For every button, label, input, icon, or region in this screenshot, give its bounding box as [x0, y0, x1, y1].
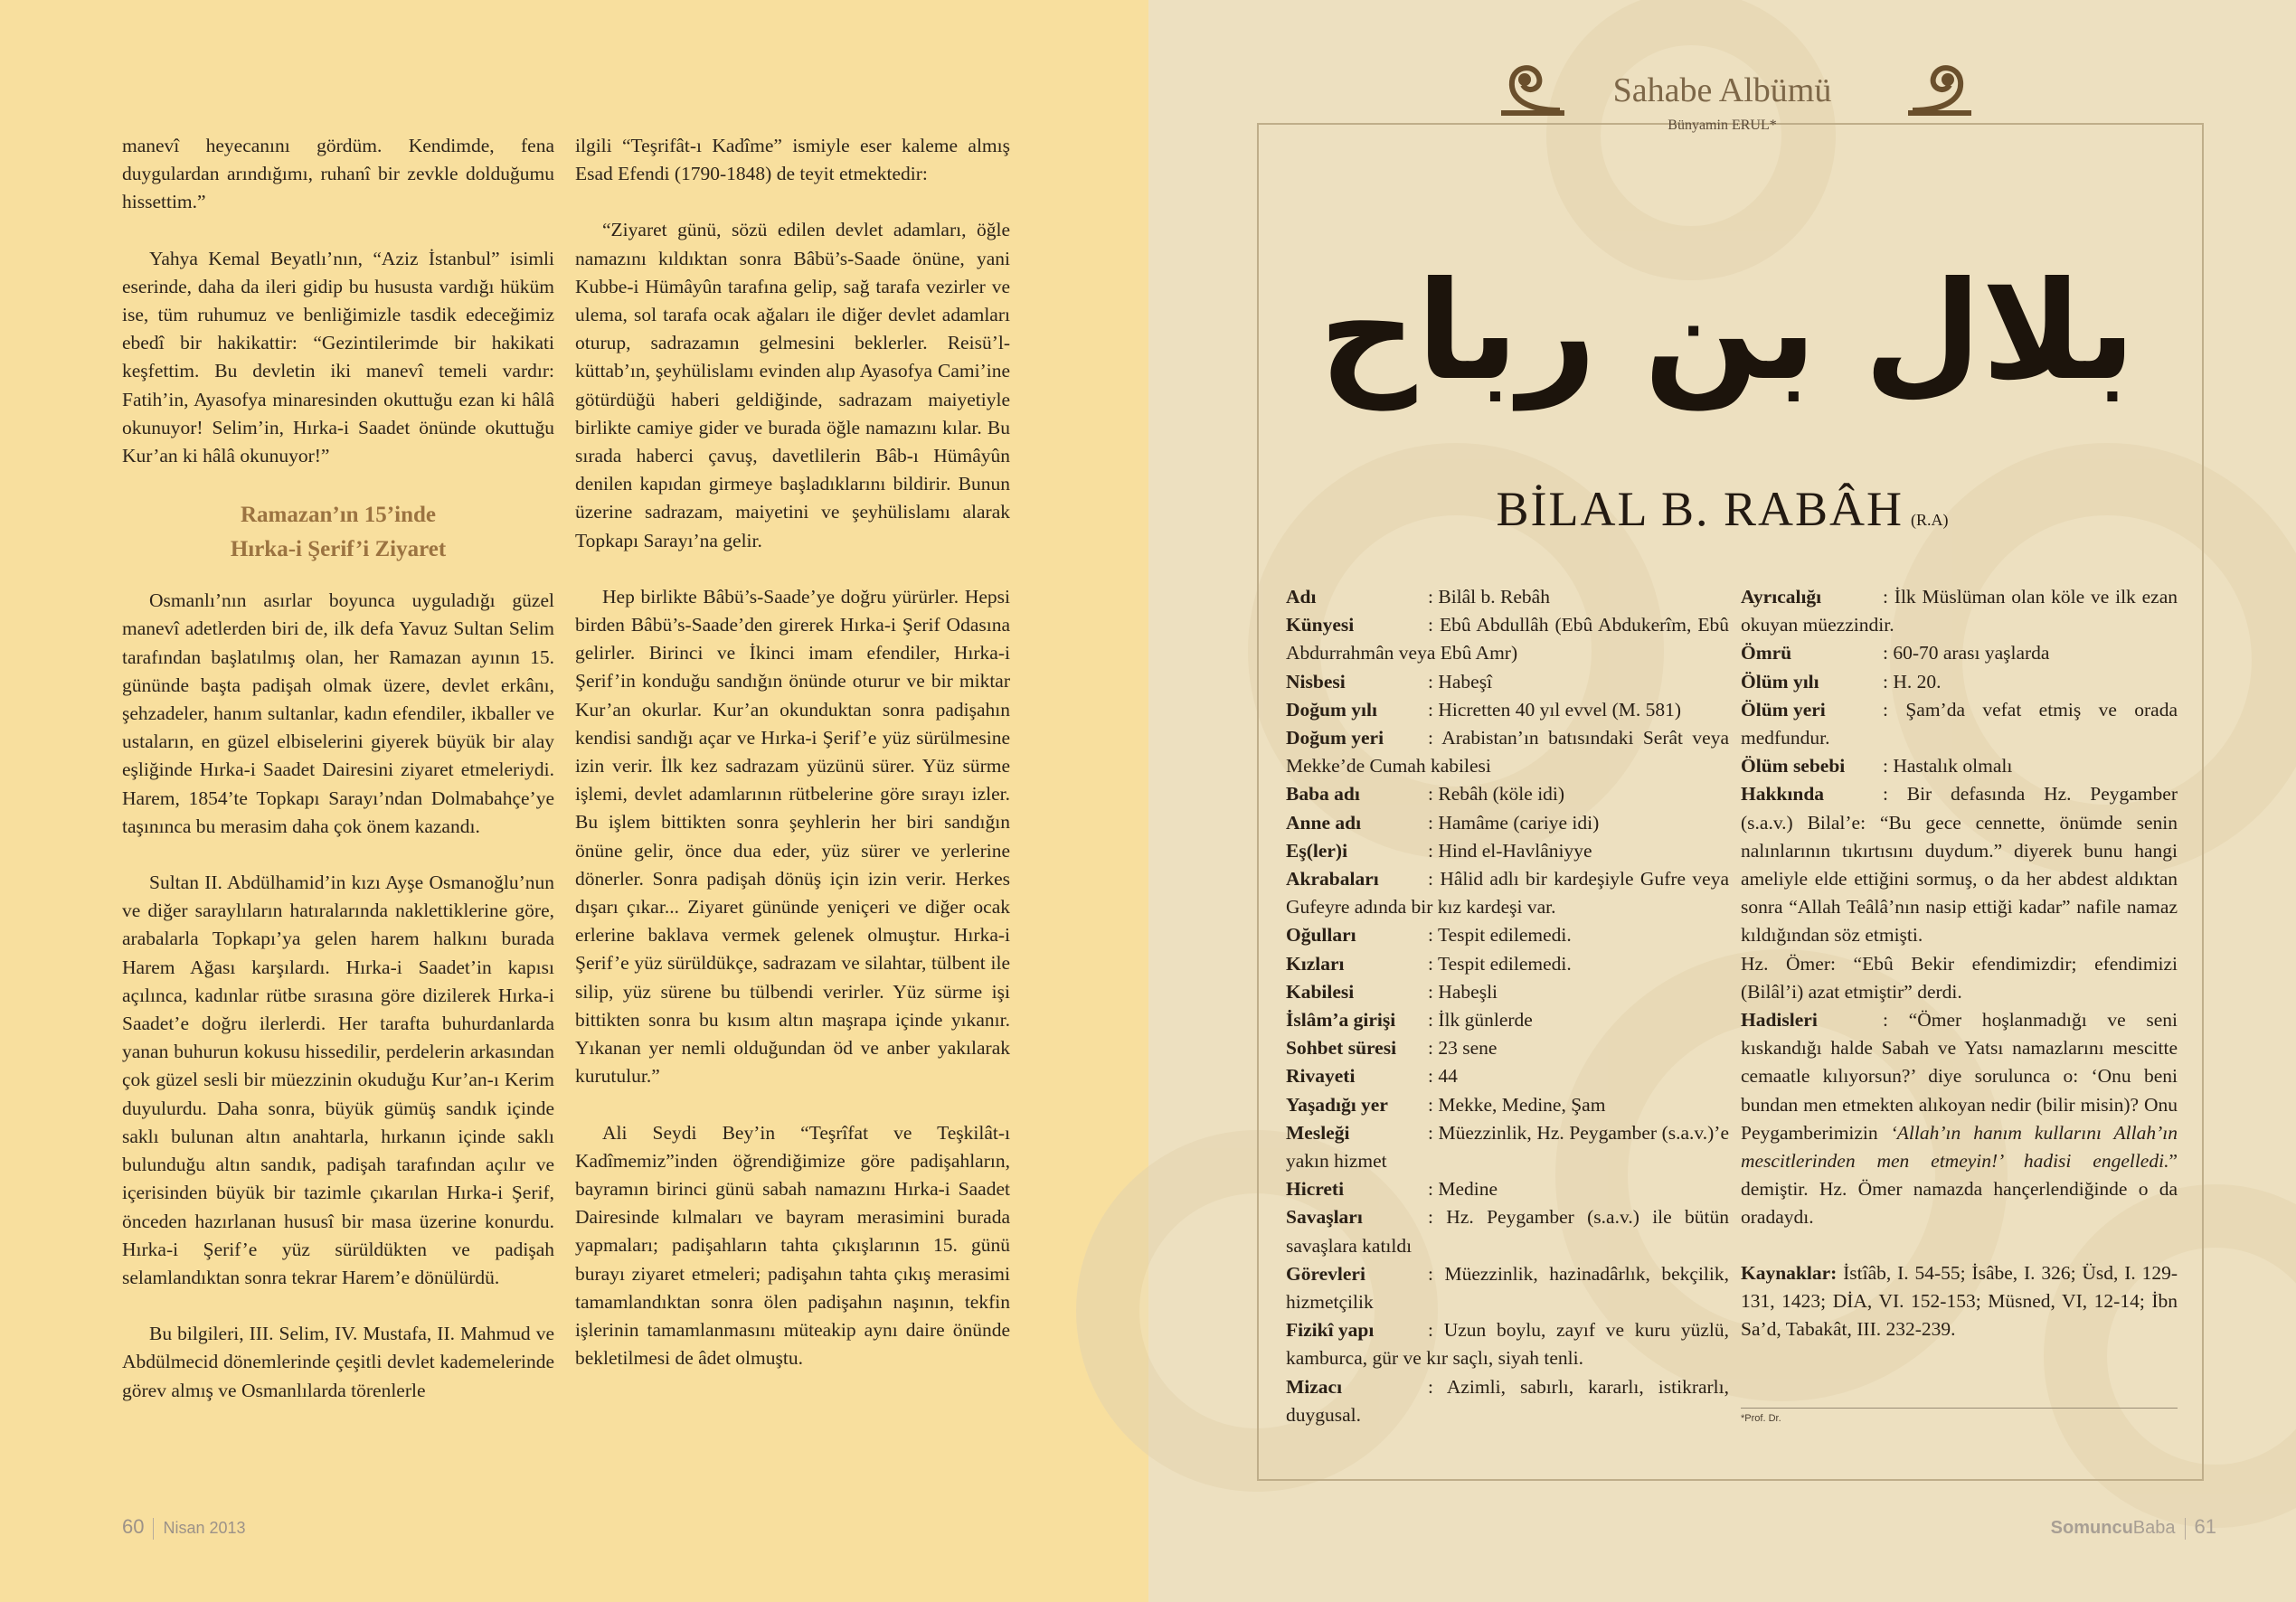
info-key: Künyesi — [1286, 614, 1355, 636]
left-column-2 — [575, 132, 1010, 1400]
info-key: Mizacı — [1286, 1375, 1343, 1398]
info-key: Anne adı — [1286, 811, 1362, 834]
footer-divider — [2185, 1518, 2186, 1540]
info-key: Sohbet süresi — [1286, 1037, 1397, 1060]
info-row — [1286, 780, 1729, 808]
info-key: Görevleri — [1286, 1262, 1365, 1285]
info-value: : Azimli, sabırlı, kararlı, istikrarlı, duygusal. — [1286, 1375, 1729, 1426]
info-key: Baba adı — [1286, 783, 1360, 806]
info-row — [1286, 724, 1729, 780]
info-row — [1286, 1203, 1729, 1259]
info-row — [1741, 583, 2178, 639]
info-key: Kızları — [1286, 952, 1345, 975]
section-heading-line1: Ramazan’ın 15’inde — [241, 503, 436, 528]
info-value: ” demiştir. Hz. Ömer namazda hançerlendiğinde o da oradaydı. — [1741, 1150, 2178, 1229]
section-heading — [122, 498, 554, 567]
sources-text: İstîâb, I. 54-55; İsâbe, I. 326; Üsd, I. 129-131, 1423; DİA, VI. 152-153; Müsned, VI, 12-14; İbn Sa’d, Tabakât, III. 232-239. — [1741, 1261, 2178, 1341]
info-row — [1286, 696, 1729, 724]
info-value: : Mekke, Medine, Şam — [1428, 1093, 1606, 1116]
info-row — [1286, 583, 1729, 611]
info-row — [1741, 639, 2178, 667]
page-number: 61 — [2194, 1515, 2216, 1538]
info-value: : Müezzinlik, hazinadârlık, bekçilik, hizmetçilik — [1286, 1262, 1729, 1314]
info-row — [1741, 696, 2178, 752]
calligraphy-image — [1318, 197, 2136, 459]
info-rows — [1741, 583, 2178, 950]
info-row — [1286, 1062, 1729, 1090]
paragraph: Osmanlı’nın asırlar boyunca uyguladığı güzel manevî adetlerden biri de, ilk defa Yavuz Sultan Selim tarafından başlatılmış olan, her Ramazan ayının 15. gününde başta padişah olmak üzere, devlet erkânı, şehzadeler, hanım sultanlar, kadın efendiler, ikballer ve ustaların, en güzel elbiselerini giyerek büyük bir alay eşliğinde Hırka-i Saadet Dairesini ziyaret etmeleriydi. Harem, 1854’te Topkapı Sarayı’ndan Dolmabahçe’ye taşınınca bu merasim daha çok önem kazandı. — [122, 589, 554, 837]
info-row — [1286, 950, 1729, 978]
info-value: : İlk günlerde — [1428, 1009, 1533, 1032]
info-key: Adı — [1286, 586, 1317, 608]
info-row — [1286, 1091, 1729, 1119]
companion-name — [1148, 481, 2296, 537]
info-row — [1286, 1119, 1729, 1175]
sources — [1741, 1259, 2178, 1344]
issue-date: Nisan 2013 — [163, 1519, 246, 1537]
info-value: : Habeşî — [1428, 670, 1493, 693]
section-title: Sahabe Albümü — [1612, 71, 1832, 109]
quote-paragraph: Hep birlikte Bâbü’s-Saade’ye doğru yürürler. Hepsi birden Bâbü’s-Saade’den girerek Hırka-i Şerif Odasına gelirler. Birinci ve İkinci imam efendiler, Hırka-i Şerif’in konduğu sandığın önünde oturur ve bir miktar Kur’an okurlar. Kur’an okunduktan sonra padişahın kendisi sandığı açar ve Hırka-i Şerif’e yüz sürülmesine izin verir. İlk kez sadrazam yüzünü sürer. Yüz sürme işlemi, devlet adamlarının rütbelerine göre sırayı izler. Bu işlem bittikten sonra şeyhlerin her biri sandığın önüne gelir, önce dua eder, yüz sürer ve yerlerine dönerler. Sonra padişah dönüş için izin verir. Herkes dışarı çıkar... Ziyaret gününde yeniçeri ve diğer ocak erlerine baklava vermek gelenek olmuştur. Hırka-i Şerif’e yüz sürüldükçe, sadrazam ve silahtar, tülbent ile silip, yüz sürene bu tülbendi verirler. Yüz sürme işi bittikten sonra bu kısım altın maşrapa içinde yıkanır. Yıkanan yer nemli olduğundan öd ve anber yakılarak kurutulur.” — [575, 585, 1010, 1088]
info-value: : Hicretten 40 yıl evvel (M. 581) — [1428, 698, 1682, 721]
info-row — [1741, 780, 2178, 949]
info-value: : Bir defasında Hz. Peygamber (s.a.v.) Bilal’e: “Bu gece cennette, önümde senin nalınlarının tıkırtısını duydum.” diyerek bunu hangi ameliyle elde ettiğini sormuş, o da her abdest aldıktan sonra “Allah Teâlâ’nın nasip ettiği kadar” nafile namaz kıldığından söz etmişti. — [1741, 783, 2178, 947]
info-value: : Tespit edilemedi. — [1428, 924, 1572, 947]
info-row — [1286, 865, 1729, 921]
right-footer — [2051, 1515, 2216, 1540]
info-key: Ölüm yeri — [1741, 698, 1826, 721]
info-value: : Ebû Abdullâh (Ebû Abdukerîm, Ebû Abdurrahmân veya Ebû Amr) — [1286, 614, 1729, 664]
sources-label: Kaynaklar: — [1741, 1261, 1838, 1284]
info-value: : Tespit edilemedi. — [1428, 952, 1572, 975]
info-row — [1286, 668, 1729, 696]
left-footer — [122, 1515, 246, 1540]
info-key: Nisbesi — [1286, 670, 1346, 693]
info-key: Akrabaları — [1286, 868, 1379, 891]
info-row — [1286, 1316, 1729, 1372]
info-row — [1741, 752, 2178, 780]
author-name: Bünyamin ERUL* — [1668, 118, 1777, 133]
info-row — [1286, 1373, 1729, 1429]
info-key: Rivayeti — [1286, 1065, 1356, 1088]
info-value: : Arabistan’ın batısındaki Serât veya Mekke’de Cumah kabilesi — [1286, 727, 1729, 777]
info-list-left — [1286, 583, 1729, 1429]
info-value: : Hâlid adlı bir kardeşiyle Gufre veya Gufeyre adında bir kız kardeşi var. — [1286, 868, 1729, 919]
info-value: : Uzun boylu, zayıf ve kuru yüzlü, kamburca, gür ve kır saçlı, siyah tenli. — [1286, 1319, 1729, 1370]
info-value: : Bilâl b. Rebâh — [1428, 586, 1550, 608]
paragraph: Sultan II. Abdülhamid’in kızı Ayşe Osmanoğlu’nun ve diğer saraylıların hatıralarında naklettiklerine göre, arabalarla Topkapı’ya gelen harem halkını burada Harem Ağası karşılardı. Hırka-i Saadet’in kapısı açılınca, kadınlar rütbe sırasına göre dizilerek Hırka-i Saadet’e doğru ilerlerdi. Her tarafta buhurdanlarda yanan buhurun kokusu hissedilir, perdelerin arkasından çok güzel sesli bir müezzinin okuduğu Kur’an-ı Kerim duyulurdu. Daha sonra, büyük gümüş sandık içinde saklı bulunan altın anahtarla, hırkanın içinde saklı bulunduğu altın sandık, padişah tarafından açılır ve içerisinden büyük bir tazimle çıkarılan Hırka-i Şerif, önceden hazırlanan hususî bir masa üzerine konurdu. Hırka-i Şerif’e yüz sürüldükten ve padişah selamlandıktan sonra tekrar Harem’e dönülürdü. — [122, 872, 554, 1288]
info-row — [1286, 1034, 1729, 1062]
section-heading-line2: Hırka-i Şerif’i Ziyaret — [230, 537, 447, 562]
info-row — [1286, 1260, 1729, 1316]
info-key: Mesleği — [1286, 1121, 1350, 1144]
info-value: : Medine — [1428, 1178, 1498, 1201]
info-row — [1286, 978, 1729, 1006]
info-value: : Hastalık olmalı — [1883, 755, 2013, 777]
info-row — [1286, 809, 1729, 837]
info-value: : Şam’da vefat etmiş ve orada medfundur. — [1741, 698, 2178, 749]
paragraph: Ali Seydi Bey’in “Teşrîfat ve Teşkilât-ı Kadîmemiz”inden öğrendiğimize göre padişahların, bayramın birinci günü sabah namazını Hırka-i Saadet Dairesinde kılmaları ve bayram merasimini burada yapmaları; padişahların tahta çıkışlarının 15. günü burayı ziyaret etmeleri; padişahın tahta çıkış merasimi tamamlandıktan sonra ölen padişahın naşının, tekfin işlerinin tamamlanmasını müteakip aynı daire önünde bekletilmesi de âdet olmuştu. — [575, 1121, 1010, 1370]
paragraph: Bu bilgileri, III. Selim, IV. Mustafa, II. Mahmud ve Abdülmecid dönemlerinde çeşitli devlet kademelerinde görev almış ve Osmanlılarda törenlerle — [122, 1323, 554, 1401]
info-value: : 23 sene — [1428, 1037, 1498, 1060]
right-page — [1148, 0, 2296, 1602]
info-key: Hadisleri — [1741, 1009, 1818, 1032]
paragraph: Yahya Kemal Beyatlı’nın, “Aziz İstanbul” isimli eserinde, daha da ileri gidip bu hususta vardığı hüküm ise, tüm ruhumuz ve benliğimizle tasdik edeceğimiz ebedî bir hakikattir: “Gezintilerimde bir hakikati keşfettim. Bu devletin iki manevî temeli vardır: Fatih’in, Ayasofya minaresinden okuttuğu ezan ki hâlâ okunuyor! Selim’in, Hırka-i Saadet önünde okuttuğu Kur’an ki hâlâ okunuyor!” — [122, 247, 554, 467]
brand-part-2: Baba — [2132, 1518, 2176, 1538]
info-key: Ölüm sebebi — [1741, 755, 1846, 777]
footnote-rule — [1741, 1408, 2178, 1409]
info-value: : 60-70 arası yaşlarda — [1883, 642, 2050, 664]
info-key: Fizikî yapı — [1286, 1319, 1375, 1342]
info-key: Doğum yılı — [1286, 698, 1377, 721]
info-key: Ömrü — [1741, 642, 1792, 664]
info-value: : Hamâme (cariye idi) — [1428, 811, 1600, 834]
info-value: : “Ömer hoşlanmadığı ve seni kıskandığı halde Sabah ve Yatsı namazlarını mescitte cemaatle kılıyorsun?’ diye sorulunca o: ‘Onu beni bundan men etmekten alıkoyan nedir (bilir misin)? Onu Peygamberimizin — [1741, 1009, 2178, 1144]
info-value: : İlk Müslüman olan köle ve ilk ezan okuyan müezzindir. — [1741, 586, 2178, 636]
info-value: : H. 20. — [1883, 670, 1942, 693]
info-key: Ayrıcalığı — [1741, 586, 1822, 608]
info-value-italic: ‘Allah’ın hanım kullarını Allah’ın mescitlerinden men etmeyin!’ hadisi engelledi. — [1741, 1121, 2178, 1173]
info-row — [1286, 921, 1729, 949]
info-row — [1286, 837, 1729, 865]
companion-name-text: BİLAL B. RABÂH — [1496, 482, 1904, 536]
info-key: Oğulları — [1286, 924, 1356, 947]
info-row — [1741, 668, 2178, 696]
info-key: Hicreti — [1286, 1178, 1345, 1201]
paragraph: ilgili “Teşrifât-ı Kadîme” ismiyle eser kaleme almış Esad Efendi (1790-1848) de teyit etmektedir: — [575, 135, 1010, 185]
info-list-right — [1741, 583, 2178, 1343]
info-value: : 44 — [1428, 1065, 1458, 1088]
magazine-brand — [2051, 1518, 2176, 1538]
info-key: Hakkında — [1741, 783, 1825, 806]
info-value: : Habeşli — [1428, 980, 1498, 1003]
info-key: Savaşları — [1286, 1206, 1363, 1229]
info-key: Eş(ler)i — [1286, 839, 1348, 862]
info-row — [1286, 611, 1729, 667]
page-number: 60 — [122, 1515, 145, 1538]
info-row-hadisler — [1741, 1006, 2178, 1232]
info-row — [1286, 1006, 1729, 1034]
companion-name-suffix: (R.A) — [1911, 511, 1949, 529]
info-key: İslâm’a girişi — [1286, 1009, 1396, 1032]
info-key: Ölüm yılı — [1741, 670, 1819, 693]
info-value: : Rebâh (köle idi) — [1428, 783, 1565, 806]
calligraphy-text: بلال بن رباح — [1318, 253, 2136, 410]
paragraph: manevî heyecanını gördüm. Kendimde, fena duygulardan arındığımı, ruhanî bir zevkle dolduğumu hissettim.” — [122, 135, 554, 213]
info-value: : Hind el-Havlâniyye — [1428, 839, 1592, 862]
brand-part-1: Somuncu — [2050, 1518, 2133, 1538]
info-value: : Müezzinlik, Hz. Peygamber (s.a.v.)’e yakın hizmet — [1286, 1121, 1729, 1173]
footer-divider — [153, 1518, 154, 1540]
info-key: Yaşadığı yer — [1286, 1093, 1388, 1116]
left-column-1 — [122, 132, 554, 1433]
info-value: : Hz. Peygamber (s.a.v.) ile bütün savaşlara katıldı — [1286, 1206, 1729, 1257]
info-row — [1286, 1175, 1729, 1203]
info-key: Doğum yeri — [1286, 727, 1384, 749]
info-row-hakkinda-extra: Hz. Ömer: “Ebû Bekir efendimizdir; efendimizi (Bilâl’i) azat etmiştir” derdi. — [1741, 952, 2178, 1003]
info-key: Kabilesi — [1286, 980, 1355, 1003]
footnote: *Prof. Dr. — [1741, 1413, 1781, 1424]
quote-paragraph: “Ziyaret günü, sözü edilen devlet adamları, öğle namazını kıldıktan sonra Bâbü’s-Saade önüne, yani Kubbe-i Hümâyûn tarafına gelip, sağ tarafa vezirler ve ulema, sol tarafa ocak ağaları ile diğer devlet adamları oturup, sadrazamın gelmesini beklerler. Reisü’l-küttab’ın, şeyhülislamı evinden alıp Ayasofya Cami’ine götürdüğü haberi geldiğinde, sadrazam maiyetiyle birlikte camiye gider ve burada öğle namazını kılar. Bu sırada haberci çavuş, davetlilerin Bâb-ı Hümâyûn denilen kapıdan girmeye başladıklarını bildirir. Bunun üzerine sadrazam, maiyetini ve şeyhülislamı alarak Topkapı Sarayı’na gelir. — [575, 219, 1010, 551]
